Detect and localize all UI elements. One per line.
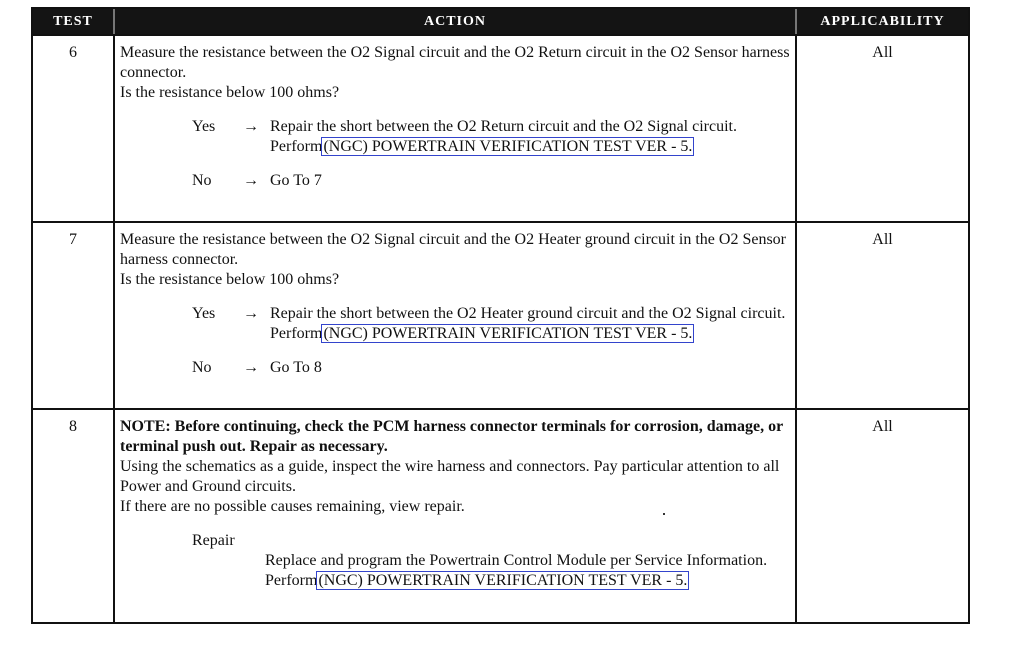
no-outcome <box>120 171 791 191</box>
perform-label: Perform <box>265 572 318 589</box>
no-label: No <box>192 359 212 376</box>
action-cell <box>115 410 797 622</box>
yes-outcome <box>120 304 791 344</box>
table-row <box>33 36 968 223</box>
perform-label: Perform <box>270 325 323 342</box>
yes-label: Yes <box>192 118 216 135</box>
no-outcome <box>120 358 791 378</box>
yes-text: Repair the short between the O2 Heater ground circuit and the O2 Signal circuit. <box>270 305 786 322</box>
table-row <box>33 410 968 622</box>
applicability-cell: All <box>872 44 893 61</box>
scan-speck <box>663 513 665 515</box>
question-text: Measure the resistance between the O2 Signal circuit and the O2 Return circuit in the O2 Sensor harness connector. <box>120 44 790 81</box>
question-text: Measure the resistance between the O2 Signal circuit and the O2 Heater ground circuit in the O2 Sensor harness connector. <box>120 231 787 268</box>
action-cell <box>115 223 797 408</box>
test-number: 7 <box>33 223 115 408</box>
yes-outcome <box>120 117 791 157</box>
verification-test-link[interactable]: (NGC) POWERTRAIN VERIFICATION TEST VER - 5. <box>323 325 693 342</box>
header-test: TEST <box>33 9 115 34</box>
body-text: Using the schematics as a guide, inspect the wire harness and connectors. Pay particular attention to all Power and Ground circuits. <box>120 458 780 495</box>
note-text: NOTE: Before continuing, check the PCM harness connector terminals for corrosion, damage, or terminal push out. Repair as necessary. <box>120 418 783 455</box>
header-applicability: APPLICABILITY <box>820 13 945 29</box>
no-text: Go To 7 <box>270 172 322 189</box>
repair-text: Replace and program the Powertrain Control Module per Service Information. <box>265 552 768 569</box>
yes-label: Yes <box>192 305 216 322</box>
question-prompt: Is the resistance below 100 ohms? <box>120 271 340 288</box>
action-cell <box>115 36 797 221</box>
test-number: 8 <box>33 410 115 622</box>
question-prompt: Is the resistance below 100 ohms? <box>120 84 340 101</box>
perform-label: Perform <box>270 138 323 155</box>
applicability-cell: All <box>872 231 893 248</box>
table-header <box>33 9 968 36</box>
arrow-icon: → <box>243 172 259 189</box>
arrow-icon: → <box>243 118 259 135</box>
no-label: No <box>192 172 212 189</box>
header-action: ACTION <box>115 9 797 34</box>
repair-label: Repair <box>192 532 235 549</box>
test-number: 6 <box>33 36 115 221</box>
applicability-cell: All <box>872 418 893 435</box>
verification-test-link[interactable]: (NGC) POWERTRAIN VERIFICATION TEST VER - 5. <box>323 138 693 155</box>
table-row <box>33 223 968 410</box>
verification-test-link[interactable]: (NGC) POWERTRAIN VERIFICATION TEST VER - 5. <box>318 572 688 589</box>
arrow-icon: → <box>243 359 259 376</box>
yes-text: Repair the short between the O2 Return circuit and the O2 Signal circuit. <box>270 118 737 135</box>
diagnostic-table <box>31 7 970 624</box>
no-text: Go To 8 <box>270 359 322 376</box>
arrow-icon: → <box>243 305 259 322</box>
body-text-2: If there are no possible causes remaining, view repair. <box>120 498 465 515</box>
